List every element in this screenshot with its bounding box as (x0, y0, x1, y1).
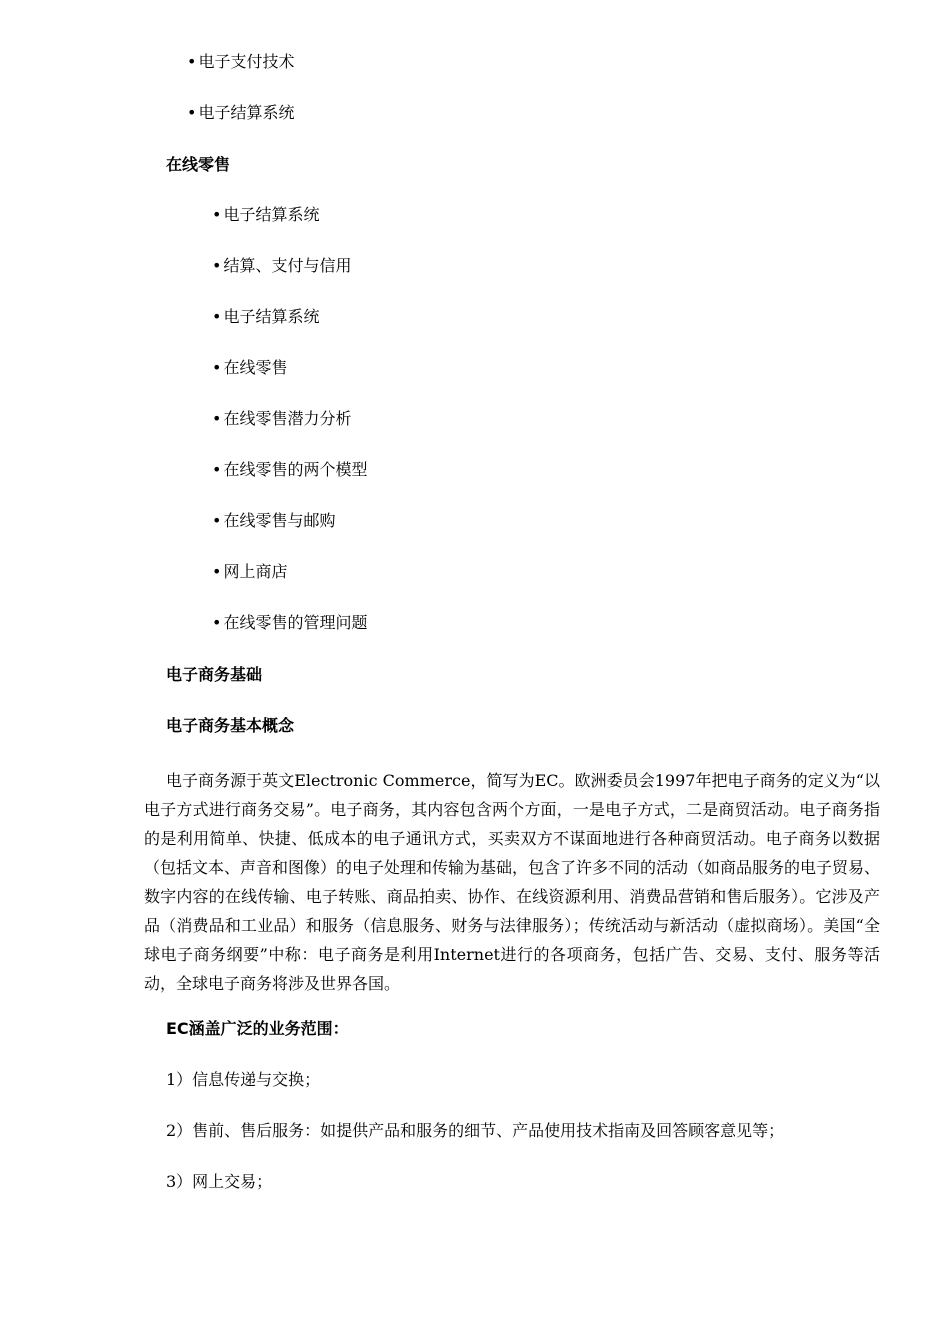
body-paragraph: 电子商务源于英文Electronic Commerce，简写为EC。欧洲委员会1997年把电子商务的定义为“以电子方式进行商务交易”。电子商务，其内容包含两个方面，一是电子方式，二是商贸活动。电子商务指的是利用简单、快捷、低成本的电子通讯方式，买卖双方不谋面地进行各种商贸活动。电子商务以数据（包括文本、声音和图像）的电子处理和传输为基础，包含了许多不同的活动（如商品服务的电子贸易、数字内容的在线传输、电子转账、商品拍卖、协作、在线资源利用、消费品营销和售后服务）。它涉及产品（消费品和工业品）和服务（信息服务、财务与法律服务）；传统活动与新活动（虚拟商场）。美国“全球电子商务纲要”中称：电子商务是利用Internet进行的各项商务，包括广告、交易、支付、服务等活动，全球电子商务将涉及世界各国。 (144, 771, 881, 993)
section-heading: 在线零售 (166, 155, 231, 174)
list-item: • 在线零售 (212, 358, 288, 377)
list-item: • 结算、支付与信用 (212, 256, 352, 275)
bullet-icon: • (187, 103, 197, 122)
section-heading: EC涵盖广泛的业务范围： (166, 1019, 349, 1038)
section-heading: 电子商务基础 (166, 665, 263, 684)
bullet-icon: • (212, 205, 222, 224)
bullet-icon: • (212, 511, 222, 530)
bullet-icon: • (212, 613, 222, 632)
list-item: • 电子结算系统 (212, 307, 320, 326)
list-item: • 电子支付技术 (187, 52, 295, 71)
list-item: • 网上商店 (212, 562, 288, 581)
section-heading: 电子商务基本概念 (166, 716, 295, 735)
bullet-icon: • (212, 358, 222, 377)
bullet-icon: • (212, 460, 222, 479)
bullet-icon: • (212, 307, 222, 326)
list-item: 2）售前、售后服务：如提供产品和服务的细节、产品使用技术指南及回答顾客意见等； (166, 1121, 785, 1140)
list-item: • 在线零售的管理问题 (212, 613, 368, 632)
bullet-icon: • (187, 52, 197, 71)
bullet-icon: • (212, 409, 222, 428)
bullet-icon: • (212, 256, 222, 275)
list-item: • 电子结算系统 (187, 103, 295, 122)
list-item: • 电子结算系统 (212, 205, 320, 224)
list-item: • 在线零售与邮购 (212, 511, 336, 530)
bullet-icon: • (212, 562, 222, 581)
list-item: • 在线零售潜力分析 (212, 409, 352, 428)
list-item: • 在线零售的两个模型 (212, 460, 368, 479)
list-item: 3）网上交易； (166, 1172, 273, 1191)
list-item: 1）信息传递与交换； (166, 1070, 321, 1089)
